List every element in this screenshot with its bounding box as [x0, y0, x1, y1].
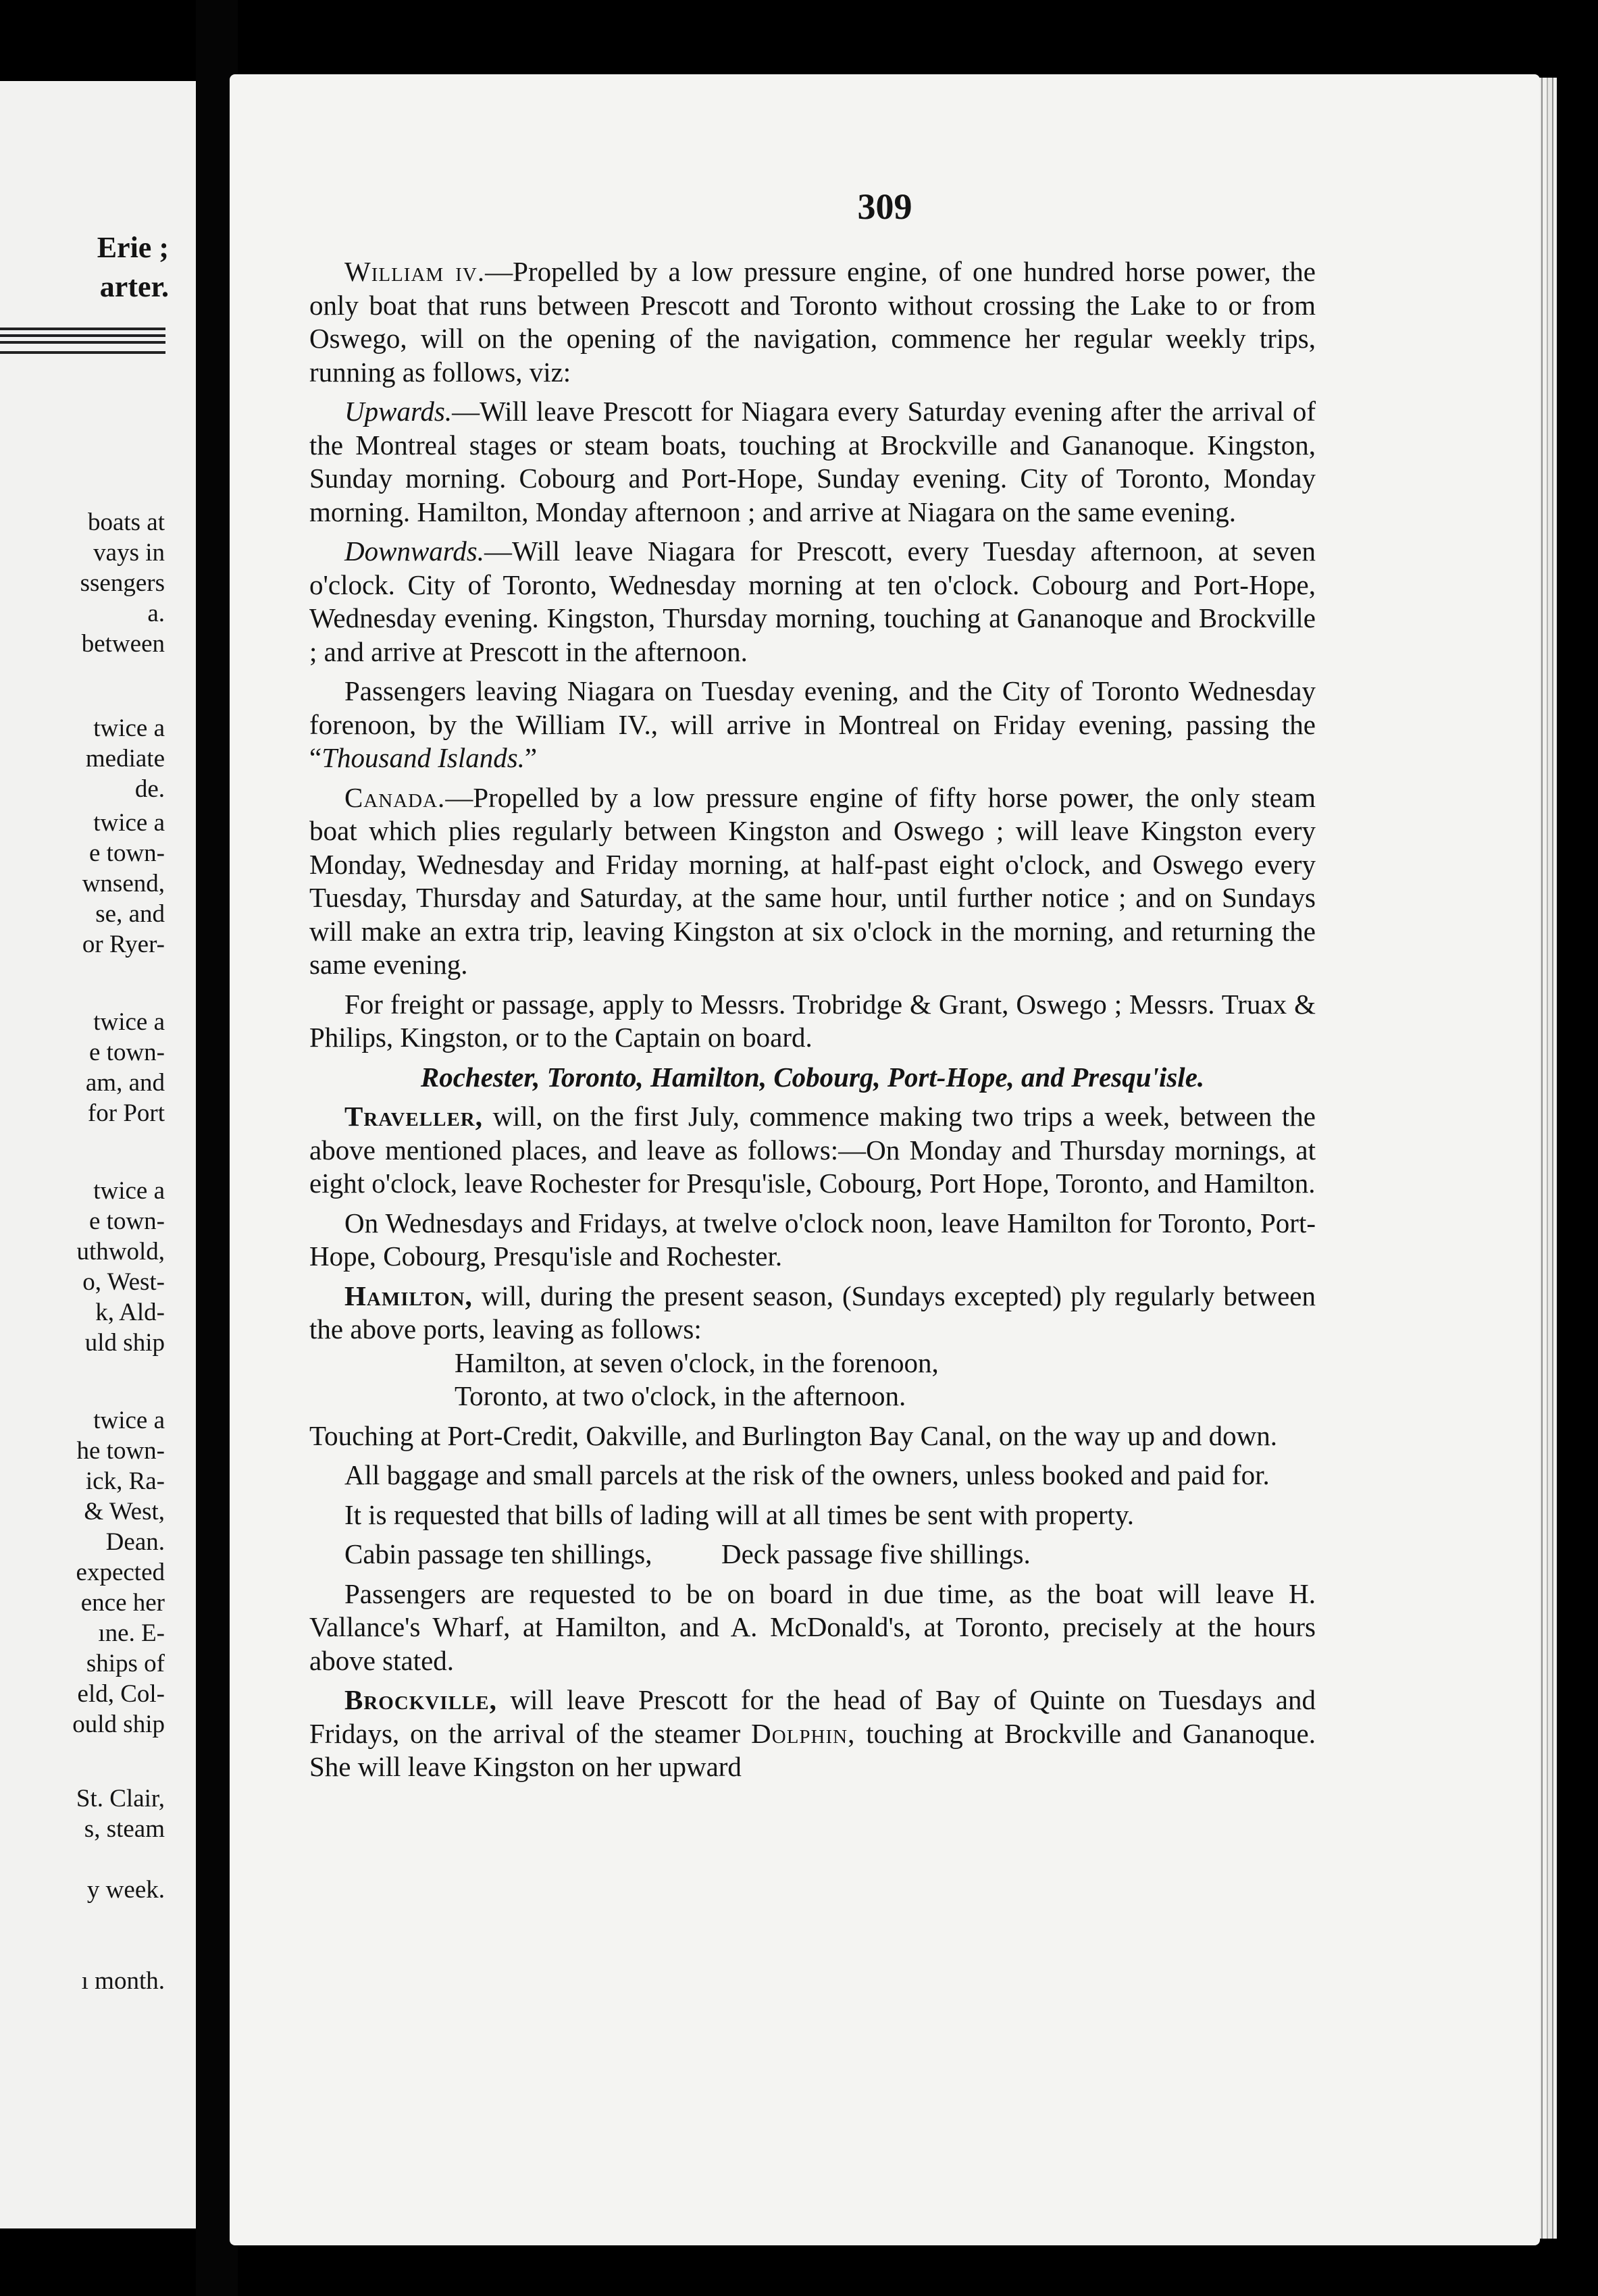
- paragraph-upwards: Upwards.—Will leave Prescott for Niagara every Saturday evening after the arrival of the Montreal stages or steam boats, touching at Brockville and Gananoque. Kingston, Sunday morning. Cobourg and Port-Hope, Sunday evening. City of Toronto, Monday morning. Hamilton, Monday afternoon ; and arrive at Niagara on the same evening.: [309, 396, 1316, 527]
- facing-page-fragment: am, and: [85, 1069, 165, 1097]
- facing-page-fragment: wnsend,: [82, 870, 165, 897]
- facing-page-fragment: y week.: [86, 1876, 165, 1904]
- header-rule: [0, 351, 165, 354]
- facing-page-fragment: e town-: [89, 1207, 165, 1235]
- facing-page-fragment: mediate: [85, 745, 165, 773]
- header-rule: [0, 341, 165, 344]
- facing-page-fragment: between: [81, 630, 165, 658]
- facing-page-fragment: k, Ald-: [95, 1299, 165, 1326]
- book-page: [230, 74, 1540, 2245]
- facing-page-fragment: s, steam: [84, 1815, 165, 1843]
- paragraph-downwards: Downwards.—Will leave Niagara for Prescott, every Tuesday afternoon, at seven o'clock. City of Toronto, Wednesday morning at ten o'clock. Cobourg and Port-Hope, Wednesday evening. Kingston, Thursday morning, touching at Gananoque and Brockville ; and arrive at Prescott in the afternoon.: [309, 536, 1316, 667]
- section-label: Upwards.: [344, 396, 453, 427]
- facing-page-fragment: e town-: [89, 839, 165, 867]
- facing-page-fragment: o, West-: [82, 1268, 165, 1296]
- paragraph-passengers: Passengers leaving Niagara on Tuesday evening, and the City of Toronto Wednesday forenoon, by the William IV., will arrive in Montreal on Friday evening, passing the “Thousand Islands.”: [309, 675, 1316, 773]
- steamer-name: Canada.: [344, 781, 446, 813]
- facing-page-fragment: expected: [76, 1559, 165, 1586]
- page-number: 309: [857, 186, 912, 227]
- paragraph-william-iv: William iv.—Propelled by a low pressure engine, of one hundred horse power, the only boat that runs between Prescott and Toronto without crossing the Lake to or from Oswego, will on the opening of the navigation, commence her regular weekly trips, running as follows, viz:: [309, 256, 1316, 388]
- paragraph-brockville: Brockville, will leave Prescott for the head of Bay of Quinte on Tuesdays and Fridays, on the arrival of the steamer Dolphin, touching at Brockville and Gananoque. She will leave Kingston on her upward: [309, 1684, 1316, 1782]
- facing-page-fragment: ick, Ra-: [85, 1467, 165, 1495]
- schedule-line: Hamilton, at seven o'clock, in the forenoon,: [455, 1347, 939, 1378]
- schedule-line: Toronto, at two o'clock, in the afternoon.: [455, 1380, 906, 1411]
- steamer-name: Dolphin,: [751, 1717, 856, 1749]
- facing-page: [0, 81, 200, 2228]
- facing-page-fragment: & West,: [84, 1498, 165, 1525]
- paragraph-on-board: Passengers are requested to be on board in due time, as the boat will leave H. Vallance's Wharf, at Hamilton, and A. McDonald's, at Toronto, precisely at the hours above stated.: [309, 1577, 1316, 1676]
- facing-page-fragment: uthwold,: [76, 1238, 165, 1266]
- facing-page-fragment: ships of: [86, 1650, 165, 1677]
- facing-page-fragment: he town-: [76, 1437, 165, 1465]
- paragraph-baggage: All baggage and small parcels at the risk of the owners, unless booked and paid for.: [344, 1459, 1270, 1490]
- facing-page-fragment: ould ship: [72, 1711, 165, 1738]
- header-rule: [0, 334, 165, 337]
- facing-page-fragment: ence her: [80, 1589, 165, 1617]
- facing-page-fragment: Dean.: [105, 1528, 165, 1556]
- facing-page-fragment: twice a: [93, 1177, 165, 1205]
- facing-page-fragment: for Port: [87, 1099, 165, 1127]
- facing-page-fragment: a.: [147, 600, 165, 627]
- paragraph-hamilton: Hamilton, will, during the present season, (Sundays excepted) ply regularly between the above ports, leaving as follows:: [309, 1280, 1316, 1345]
- facing-page-fragment: ssengers: [80, 569, 165, 597]
- facing-page-fragment: ı month.: [81, 1967, 165, 1995]
- facing-page-fragment: vays in: [93, 539, 165, 567]
- facing-page-fragment: twice a: [93, 714, 165, 742]
- facing-page-fragment: twice a: [93, 1407, 165, 1434]
- facing-page-fragment: eld, Col-: [77, 1680, 165, 1708]
- steamer-name: Traveller,: [344, 1101, 484, 1132]
- facing-page-fragment: twice a: [93, 1008, 165, 1036]
- facing-page-fragment: St. Clair,: [76, 1785, 165, 1812]
- paragraph-freight: For freight or passage, apply to Messrs. Trobridge & Grant, Oswego ; Messrs. Truax & Philips, Kingston, or to the Captain on board.: [309, 988, 1316, 1053]
- facing-page-header: Erie ;: [97, 231, 169, 264]
- facing-page-fragment: boats at: [87, 508, 165, 536]
- facing-page-fragment: twice a: [93, 809, 165, 837]
- facing-page-fragment: or Ryer-: [82, 931, 165, 958]
- paragraph-bills: It is requested that bills of lading will at all times be sent with property.: [344, 1498, 1135, 1530]
- facing-page-fragment: de.: [134, 775, 165, 803]
- steamer-name: Hamilton,: [344, 1280, 473, 1311]
- facing-page-fragment: e town-: [89, 1039, 165, 1066]
- paragraph-fares: Cabin passage ten shillings, Deck passage five shillings.: [344, 1538, 1031, 1569]
- facing-page-fragment: se, and: [95, 900, 165, 928]
- header-rule: [0, 328, 165, 330]
- paragraph-wednesdays: On Wednesdays and Fridays, at twelve o'clock noon, leave Hamilton for Toronto, Port-Hope, Cobourg, Presqu'isle and Rochester.: [309, 1207, 1316, 1272]
- paragraph-traveller: Traveller, will, on the first July, commence making two trips a week, between the above mentioned places, and leave as follows:—On Monday and Thursday mornings, at eight o'clock, leave Rochester for Presqu'isle, Cobourg, Port Hope, Toronto, and Hamilton.: [309, 1101, 1316, 1199]
- paragraph-touching: Touching at Port-Credit, Oakville, and Burlington Bay Canal, on the way up and down.: [309, 1419, 1278, 1451]
- facing-page-fragment: uld ship: [84, 1329, 165, 1357]
- steamer-name: Brockville,: [344, 1684, 497, 1715]
- facing-page-header: arter.: [99, 270, 169, 303]
- paragraph-canada: Canada.—Propelled by a low pressure engine of fifty horse power, the only steam boat which plies regularly between Kingston and Oswego ; will leave Kingston every Monday, Wednesday and Friday morning, at half-past eight o'clock, and Oswego every Tuesday, Thursday and Saturday, at the same hour, until further notice ; and on Sundays will make an extra trip, leaving Kingston at six o'clock in the morning, and returning the same evening.: [309, 781, 1316, 980]
- facing-page-fragment: ıne. E-: [98, 1619, 165, 1647]
- route-heading: Rochester, Toronto, Hamilton, Cobourg, Port-Hope, and Presqu'isle.: [420, 1061, 1205, 1093]
- section-label: Downwards.: [344, 536, 484, 567]
- page-text: [309, 255, 1316, 1790]
- steamer-name: William iv.: [344, 256, 486, 287]
